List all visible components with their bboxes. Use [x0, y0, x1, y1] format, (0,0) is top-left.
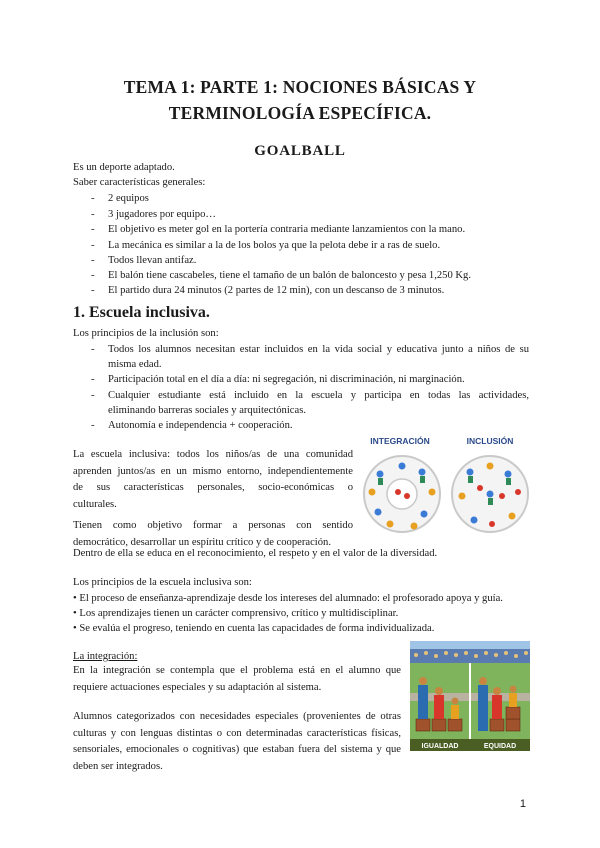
paragraph-diversidad: Dentro de ella se educa en el reconocimiento, el respeto y en el valor de la diversidad.: [73, 548, 438, 559]
inclusion-list-item: - Todos los alumnos necesitan estar incluidos en la vida social y educativa junto a niños de su misma edad.: [91, 344, 529, 370]
paragraph-objetivo: Tienen como objetivo formar a personas con sentido democrático, desarrollar un espíritu crítico y de cooperación.: [73, 520, 353, 548]
igualdad-label: IGUALDAD: [421, 743, 459, 750]
section-heading-escuela-inclusiva: 1. Escuela inclusiva.: [73, 304, 210, 321]
integration-paragraph-2: Alumnos categorizados con necesidades especiales (provenientes de otras culturas y con lenguas distintas o con determinadas características físicas, sensoriales, emocionales o cognitivas) que estaban fuera del sistema y que deben ser integrados.: [73, 711, 401, 772]
integracion-label: INTEGRACIÓN: [370, 436, 430, 446]
subtitle-goalball: GOALBALL: [254, 143, 346, 159]
integration-heading: La integración:: [73, 651, 138, 662]
stadium-crowd: [410, 649, 530, 663]
page-number: 1: [519, 798, 526, 810]
integration-paragraph-1: En la integración se contempla que el problema está en el alumno que requiere actuaciones especiales y su adaptación al sistema.: [73, 665, 401, 693]
school-principle-item: • El proceso de enseñanza-aprendizaje desde los intereses del alumnado: el profesorado apoya y guía.: [73, 593, 503, 604]
document-page: TEMA 1: PARTE 1: NOCIONES BÁSICAS Y TERMINOLOGÍA ESPECÍFICA. GOALBALL Es un deporte adaptado. Saber características generales: - 2 equipos - 3 jugadores por equipo… - El objetivo es meter gol en la portería contraria mediante lanzamientos con la mano. - La mecánica es similar a la de los bolos ya que la pelota debe ir a ras de suelo. - Todos llevan antifaz. - El balón tiene cascabeles, tiene el tamaño de un balón de baloncesto y pesa 1,250 Kg. - El partido dura 24 minutos (2 partes de 12 min), con un descanso de 3 minutos. 1. Escuela inclusiva. Los principios de la inclusión son: - Todos los alumnos necesitan estar incluidos en la vida social y educativa junto a niños de su misma edad. - Participación total en el día a día: ni segregación, ni discriminación, ni marginación. - Cualquier estudiante está incluido en la escuela y participa en todas las actividades, eliminando barreras sociales y arquitectónicas. - Autonomía e independencia + cooperación. La escuela inclusiva: todos los niños/as de una comunidad aprenden juntos/as en un mismo entorno, independientemente de sus características personales, socio-económicas o culturales. Tienen como objetivo formar a personas con sentido democrático, desarrollar un espíritu crítico y de cooperación. Dentro de ella se educa en el reconocimiento, el respeto y en el valor de la diversidad. INTEGRACIÓN INCLUSIÓN Los principios de la escuela inclusiva son: • El proceso de enseñanza-aprendizaje desde los intereses del alumnado: el profesorado apoya y guía. • Los aprendizajes tienen un carácter comprensivo, crítico y multidisciplinar. • Se evalúa el progreso, teniendo en cuenta las capacidades de forma individualizada. La integración: En la integración se contempla que el problema está en el alumno que requiere actuaciones especiales y su adaptación al sistema. Alumnos categorizados con necesidades especiales (provenientes de otras culturas y con lenguas distintas o con determinadas características físicas, sensoriales, emocionales o cognitivas) que estaban fuera del sistema y que deben ser integrados. IGUALDAD EQUIDAD 1: [0, 0, 600, 848]
school-principle-item: • Se evalúa el progreso, teniendo en cuenta las capacidades de forma individualizada.: [73, 623, 435, 634]
school-principle-item: • Los aprendizajes tienen un carácter comprensivo, crítico y multidisciplinar.: [73, 608, 399, 619]
paragraph-escuela-inclusiva: La escuela inclusiva: todos los niños/as de una comunidad aprenden juntos/as en un mismo entorno, independientemente de sus características personales, socio-económicas o culturales.: [73, 449, 353, 510]
title-line-2: TERMINOLOGÍA ESPECÍFICA.: [168, 103, 432, 123]
goalball-intro-1: Es un deporte adaptado.: [73, 162, 175, 173]
equidad-label: EQUIDAD: [483, 743, 517, 750]
integration-inclusion-figure: [362, 432, 530, 542]
inclusion-label: INCLUSIÓN: [466, 436, 514, 446]
school-principles-intro: Los principios de la escuela inclusiva son:: [73, 577, 252, 588]
equality-equity-figure: [410, 641, 530, 751]
title-line-1: TEMA 1: PARTE 1: NOCIONES BÁSICAS Y: [123, 77, 477, 97]
goalball-intro-2: Saber características generales:: [73, 177, 206, 188]
document-title: [60, 74, 540, 126]
inclusion-principles-intro: Los principios de la inclusión son:: [73, 328, 219, 339]
inclusion-list-item: - Cualquier estudiante está incluido en la escuela y participa en todas las actividades, eliminando barreras sociales y arquitectónicas.: [91, 390, 529, 416]
integration-inner-circle: [387, 479, 417, 509]
